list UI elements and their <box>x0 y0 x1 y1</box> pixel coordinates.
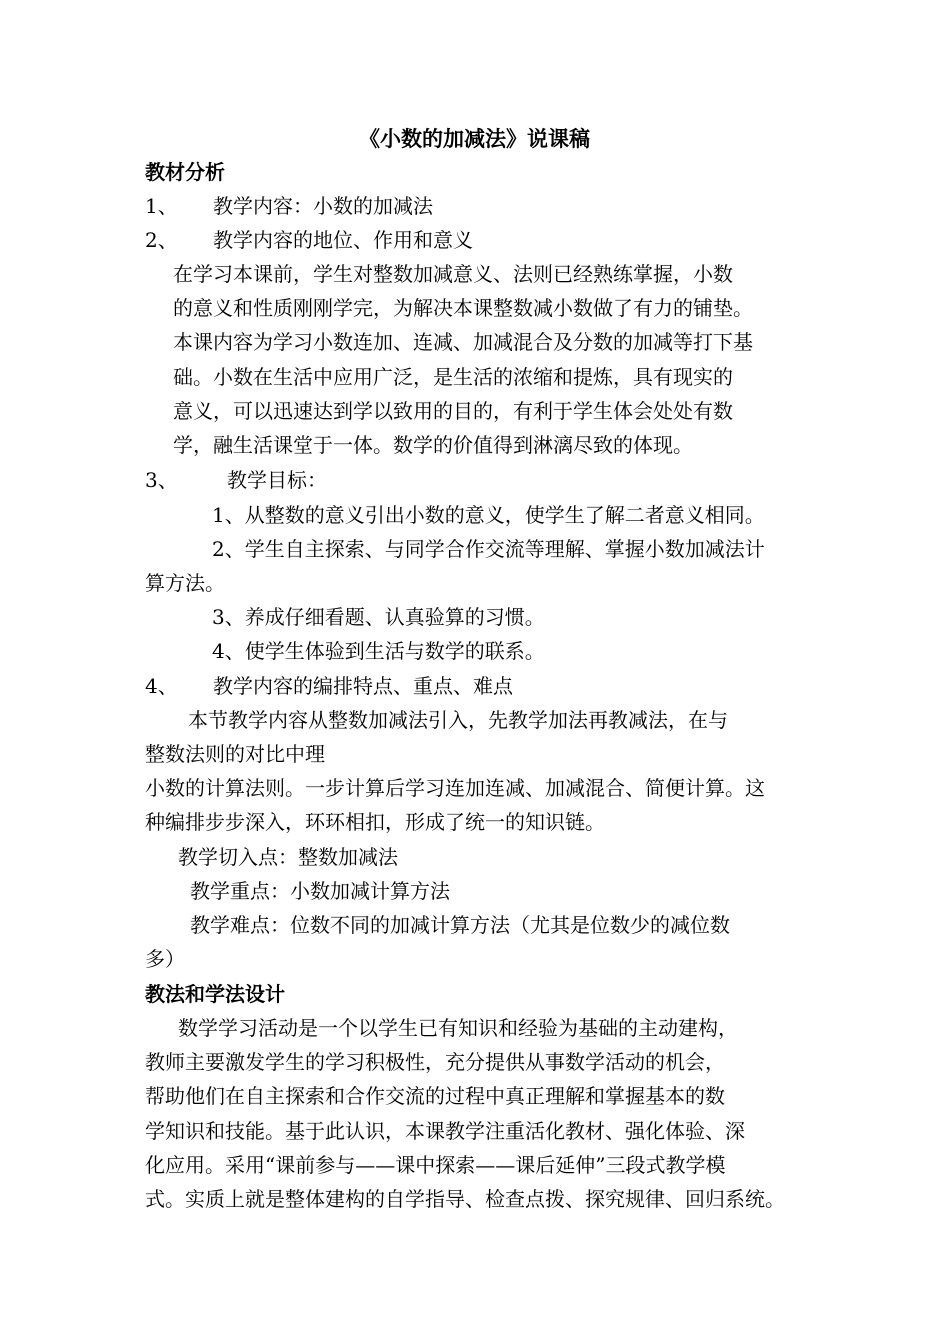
paragraph-line: 种编排步步深入，环环相扣，形成了统一的知识链。 <box>145 810 605 834</box>
paragraph-line: 意义，可以迅速达到学以致用的目的，有利于学生体会处处有数 <box>173 399 733 423</box>
list-item-4 <box>145 672 513 700</box>
paragraph-line: 数学学习活动是一个以学生已有知识和经验为基础的主动建构， <box>178 1016 738 1040</box>
paragraph-line: 学知识和技能。基于此认识，本课教学注重活化教材、强化体验、深 <box>145 1119 745 1143</box>
list-number: 2、 <box>145 228 178 252</box>
paragraph-line: 小数的计算法则。一步计算后学习连加连减、加减混合、简便计算。这 <box>145 776 765 800</box>
goal-line: 1、从整数的意义引出小数的意义，使学生了解二者意义相同。 <box>212 503 765 527</box>
paragraph-line: 本课内容为学习小数连加、连减、加减混合及分数的加减等打下基 <box>173 330 753 354</box>
goal-line: 3、养成仔细看题、认真验算的习惯。 <box>212 605 545 629</box>
paragraph-line: 的意义和性质刚刚学完，为解决本课整数减小数做了有力的铺垫。 <box>173 296 753 320</box>
paragraph-line: 整数法则的对比中理 <box>145 742 325 766</box>
list-item-text: 教学内容的地位、作用和意义 <box>213 228 473 252</box>
list-item-1 <box>145 192 433 220</box>
list-number: 3、 <box>145 468 178 492</box>
list-item-2 <box>145 226 473 254</box>
paragraph-line: 化应用。采用“课前参与——课中探索——课后延伸”三段式教学模 <box>145 1153 726 1177</box>
section-heading-textbook-analysis: 教材分析 <box>145 160 225 184</box>
difficulty-line: 多） <box>145 947 185 971</box>
paragraph-line: 帮助他们在自主探索和合作交流的过程中真正理解和掌握基本的数 <box>145 1084 725 1108</box>
goal-line: 2、学生自主探索、与同学合作交流等理解、掌握小数加减法计 <box>212 537 765 561</box>
list-number: 4、 <box>145 674 178 698</box>
document-title: 《小数的加减法》说课稿 <box>359 126 590 151</box>
list-item-text: 教学内容的编排特点、重点、难点 <box>213 674 513 698</box>
list-number: 1、 <box>145 194 178 218</box>
list-item-text: 教学目标： <box>227 468 327 492</box>
section-heading-methods: 教法和学法设计 <box>145 982 285 1006</box>
key-point-line: 教学重点：小数加减计算方法 <box>190 879 450 903</box>
paragraph-line: 教师主要激发学生的学习积极性，充分提供从事数学活动的机会， <box>145 1050 725 1074</box>
paragraph-line: 学，融生活课堂于一体。数学的价值得到淋漓尽致的体现。 <box>173 433 693 457</box>
entry-point-line: 教学切入点：整数加减法 <box>178 845 398 869</box>
paragraph-line: 式。实质上就是整体建构的自学指导、检查点拨、探究规律、回归系统。 <box>145 1187 785 1211</box>
list-item-text: 教学内容：小数的加减法 <box>213 194 433 218</box>
paragraph-line: 础。小数在生活中应用广泛，是生活的浓缩和提炼，具有现实的 <box>173 365 733 389</box>
list-item-3 <box>145 466 327 494</box>
paragraph-line: 本节教学内容从整数加减法引入，先教学加法再教减法，在与 <box>188 708 728 732</box>
goal-line: 算方法。 <box>145 571 225 595</box>
paragraph-line: 在学习本课前，学生对整数加减意义、法则已经熟练掌握，小数 <box>173 262 733 286</box>
goal-line: 4、使学生体验到生活与数学的联系。 <box>212 639 545 663</box>
difficulty-line: 教学难点：位数不同的加减计算方法（尤其是位数少的减位数 <box>190 913 730 937</box>
